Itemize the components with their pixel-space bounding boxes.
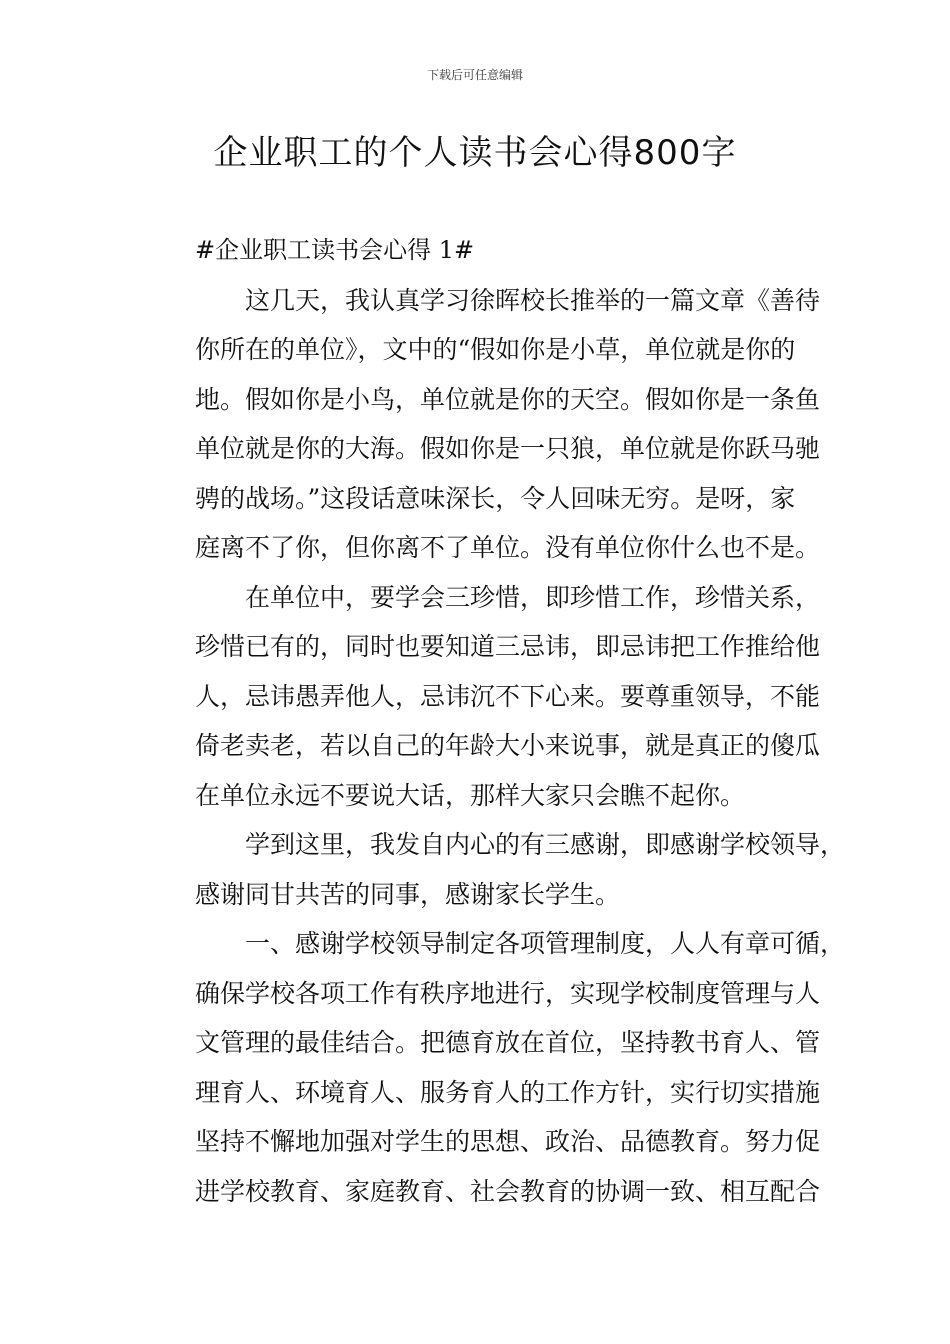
paragraph-1: [145, 276, 820, 573]
paragraph-line: 进学校教育、家庭教育、社会教育的协调一致、相互配合: [195, 1176, 821, 1206]
header-note: 下载后可任意编辑: [426, 68, 523, 82]
paragraph-line: 理育人、环境育人、服务育人的工作方针，实行切实措施: [195, 1077, 821, 1107]
paragraph-line: 文管理的最佳结合。把德育放在首位，坚持教书育人、管: [195, 1028, 821, 1057]
paragraph-3: [145, 820, 846, 919]
paragraph-line: 这几天，我认真学习徐晖校长推举的一篇文章《善待: [245, 285, 821, 315]
paragraph-line: 珍惜已有的，同时也要知道三忌讳，即忌讳把工作推给他: [195, 632, 821, 661]
paragraph-line: 人，忌讳愚弄他人，忌讳沉不下心来。要尊重领导，不能: [195, 681, 821, 711]
paragraph-line: 庭离不了你，但你离不了单位。没有单位你什么也不是。: [195, 533, 821, 562]
document-body: [145, 226, 846, 1216]
paragraph-line: 你所在的单位》，文中的“假如你是小草，单位就是你的: [195, 335, 796, 364]
paragraph-line: 确保学校各项工作有秩序地进行，实现学校制度管理与人: [195, 978, 821, 1008]
paragraph-4: [145, 919, 846, 1216]
section-heading: #企业职工读书会心得 1#: [195, 236, 475, 264]
paragraph-line: 坚持不懈地加强对学生的思想、政治、品德教育。努力促: [195, 1127, 821, 1156]
paragraph-line: 倚老卖老，若以自己的年龄大小来说事，就是真正的傻瓜: [195, 731, 821, 760]
paragraph-line: 在单位永远不要说大话，那样大家只会瞧不起你。: [195, 780, 746, 810]
paragraph-line: 一、感谢学校领导制定各项管理制度，人人有章可循，: [245, 929, 846, 958]
paragraph-line: 单位就是你的大海。假如你是一只狼，单位就是你跃马驰: [195, 434, 821, 463]
paragraph-line: 学到这里，我发自内心的有三感谢，即感谢学校领导，: [245, 830, 846, 859]
paragraph-line: 骋的战场。”这段话意味深长，令人回味无穷。是呀，家: [195, 483, 796, 513]
paragraph-line: 地。假如你是小鸟，单位就是你的天空。假如你是一条鱼: [195, 384, 821, 414]
paragraph-2: [145, 573, 820, 821]
paragraph-line: 在单位中，要学会三珍惜，即珍惜工作，珍惜关系，: [245, 582, 821, 612]
page-title: 企业职工的个人读书会心得800字: [213, 133, 737, 173]
paragraph-line: 感谢同甘共苦的同事，感谢家长学生。: [195, 879, 621, 909]
